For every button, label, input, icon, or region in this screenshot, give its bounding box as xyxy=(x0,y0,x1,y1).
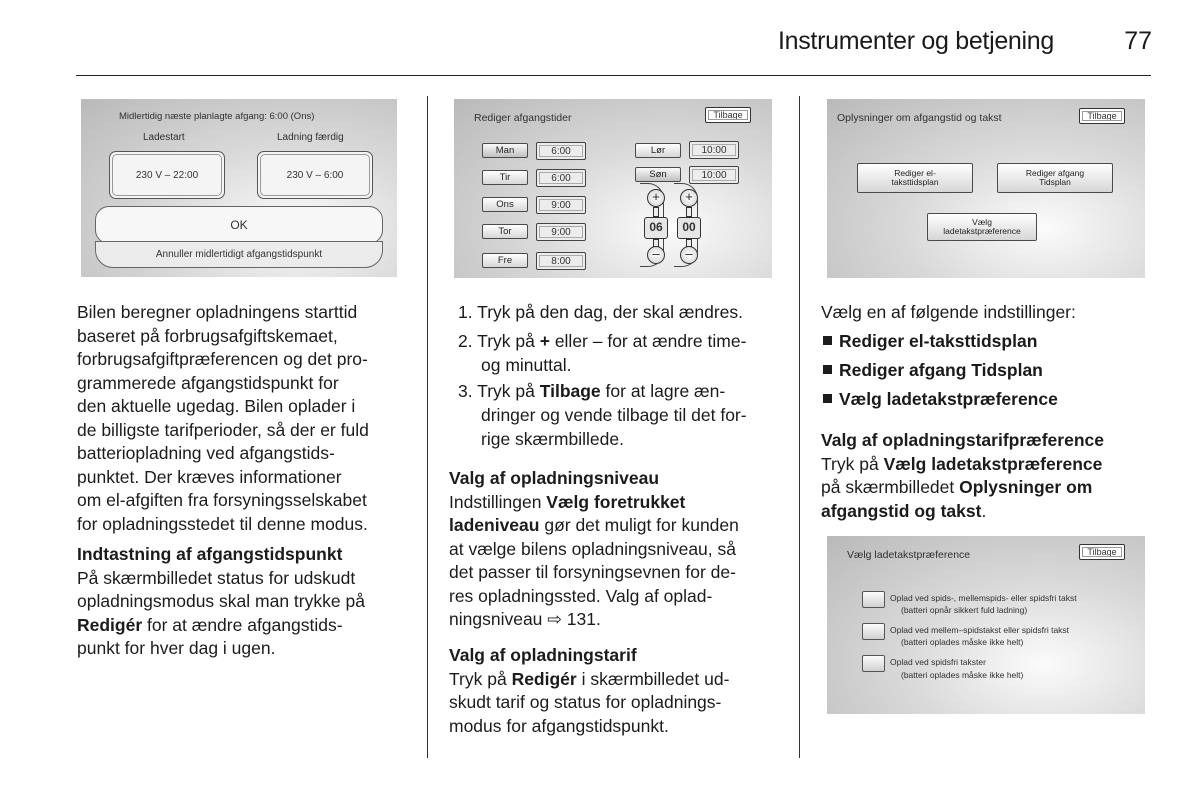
charge-complete-value: 230 V – 6:00 xyxy=(286,169,344,181)
column-divider-1 xyxy=(427,96,428,758)
hour-minus-button[interactable]: – xyxy=(647,246,665,264)
option-2-line-2: (batteri oplades måske ikke helt) xyxy=(901,637,1024,647)
charge-complete-box[interactable] xyxy=(257,151,373,199)
cancel-temporary-departure-button[interactable]: Annuller midlertidigt afgangstidspunkt xyxy=(95,241,383,268)
hour-spinner-stem-top xyxy=(653,207,659,217)
back-button[interactable]: Tilbage xyxy=(1079,108,1125,124)
day-button-tuesday[interactable]: Tir xyxy=(482,170,528,185)
day-button-thursday[interactable]: Tor xyxy=(482,224,528,239)
option-checkbox-2[interactable] xyxy=(862,623,885,640)
day-button-monday[interactable]: Man xyxy=(482,143,528,158)
option-checkbox-3[interactable] xyxy=(862,655,885,672)
charge-start-box[interactable] xyxy=(109,151,225,199)
option-3-line-1: Oplad ved spidsfri takster xyxy=(890,657,986,667)
step-3: 3. Tryk på Tilbage for at lagre æn- xyxy=(458,381,726,401)
option-checkbox-1[interactable] xyxy=(862,591,885,608)
hour-value: 06 xyxy=(644,217,668,239)
column-1-section: Indtastning af afgangstidspunkt På skærmbilledet status for udskudt opladningsmodus skal man trykke på Redigér for at ændre afgangstids- punkt for hver dag i ugen. xyxy=(77,544,365,658)
time-monday[interactable]: 6:00 xyxy=(536,142,586,160)
screenshot-rate-preference xyxy=(827,536,1145,714)
minute-plus-button[interactable]: + xyxy=(680,189,698,207)
departure-rate-title: Oplysninger om afgangstid og takst xyxy=(837,112,1002,124)
next-departure-text: Midlertidig næste planlagte afgang: 6:00 (Ons) xyxy=(119,111,315,122)
option-1-line-2: (batteri opnår sikkert fuld ladning) xyxy=(901,605,1028,615)
minute-spinner xyxy=(678,189,700,267)
screenshot-temporary-departure xyxy=(81,99,397,277)
step-1: 1. Tryk på den dag, der skal ændres. xyxy=(458,302,744,322)
page-number: 77 xyxy=(1124,27,1152,55)
header-rule xyxy=(76,75,1151,76)
hour-spinner xyxy=(645,189,667,267)
time-thursday[interactable]: 9:00 xyxy=(536,223,586,241)
ok-button[interactable]: OK xyxy=(95,206,383,244)
edit-departure-title: Rediger afgangstider xyxy=(474,112,572,124)
time-tuesday[interactable]: 6:00 xyxy=(536,169,586,187)
rate-preference-section: Valg af opladningstarifpræference Tryk på Vælg ladetakstpræference på skærmbilledet Oplysninger om afgangstid og takst. xyxy=(821,430,1104,521)
time-sunday[interactable]: 10:00 xyxy=(689,166,739,184)
back-button[interactable]: Tilbage xyxy=(705,107,751,123)
edit-departure-schedule-button[interactable]: Rediger afgang Tidsplan xyxy=(997,163,1113,193)
step-2-continued: og minuttal. xyxy=(481,355,572,375)
day-button-wednesday[interactable]: Ons xyxy=(482,197,528,212)
step-3-continued: dringer og vende tilbage til det for- rige skærmbillede. xyxy=(481,405,747,449)
column-divider-2 xyxy=(799,96,800,758)
back-button[interactable]: Tilbage xyxy=(1079,544,1125,560)
column-1-paragraph: Bilen beregner opladningens starttid baseret på forbrugsafgiftskemaet, forbrugsafgiftpræferencen og det pro- grammerede afgangstidspunkt for den aktuelle ugedag. Bilen oplader i de billigste tarifperioder, så der er fuld batteriopladning ved afgangstids- punktet. Der kræves informationer om el-afgiften fra forsyningsselskabet for opladningsstedet til denne modus. xyxy=(77,302,369,534)
chapter-title: Instrumenter og betjening xyxy=(777,27,1054,55)
edit-rate-schedule-button[interactable]: Rediger el- taksttidsplan xyxy=(857,163,973,193)
rate-preference-title: Vælg ladetakstpræference xyxy=(847,549,971,561)
time-wednesday[interactable]: 9:00 xyxy=(536,196,586,214)
charge-start-label: Ladestart xyxy=(143,132,185,143)
time-saturday[interactable]: 10:00 xyxy=(689,141,739,159)
minute-value: 00 xyxy=(677,217,701,239)
day-button-friday[interactable]: Fre xyxy=(482,253,528,268)
charge-level-section: Valg af opladningsniveau Indstillingen Vælg foretrukket ladeniveau gør det muligt for kunden at vælge bilens opladningsniveau, så det passer til forsyningsevnen for de- res opladningssted. Valg af oplad- ningsniveau ⇨ 131. xyxy=(449,468,739,629)
screenshot-edit-departure-times xyxy=(454,99,772,278)
hour-plus-button[interactable]: + xyxy=(647,189,665,207)
bullet-item: Rediger el-taksttidsplan xyxy=(823,330,1037,354)
select-rate-preference-button[interactable]: Vælg ladetakstpræference xyxy=(927,213,1037,241)
time-friday[interactable]: 8:00 xyxy=(536,252,586,270)
screenshot-departure-rate-info xyxy=(827,99,1145,278)
options-intro: Vælg en af følgende indstillinger: xyxy=(821,302,1076,322)
day-button-saturday[interactable]: Lør xyxy=(635,143,681,158)
charge-start-value: 230 V – 22:00 xyxy=(135,169,199,181)
charge-complete-label: Ladning færdig xyxy=(277,132,344,143)
step-2: 2. Tryk på + eller – for at ændre time- xyxy=(458,331,747,351)
option-2-line-1: Oplad ved mellem–spidstakst eller spidsfri takst xyxy=(890,625,1070,635)
charge-rate-section: Valg af opladningstarif Tryk på Redigér i skærmbilledet ud- skudt tarif og status for opladnings- modus for afgangstidspunkt. xyxy=(449,645,730,736)
option-1-line-1: Oplad ved spids-, mellemspids- eller spidsfri takst xyxy=(890,593,1077,603)
minute-minus-button[interactable]: – xyxy=(680,246,698,264)
bullet-item: Vælg ladetakstpræference xyxy=(823,388,1058,412)
minute-spinner-stem-top xyxy=(686,207,692,217)
section-heading: Indtastning af afgangstidspunkt xyxy=(77,544,343,564)
bullet-item: Rediger afgang Tidsplan xyxy=(823,359,1043,383)
option-3-line-2: (batteri oplades måske ikke helt) xyxy=(901,670,1024,680)
day-button-sunday[interactable]: Søn xyxy=(635,167,681,182)
